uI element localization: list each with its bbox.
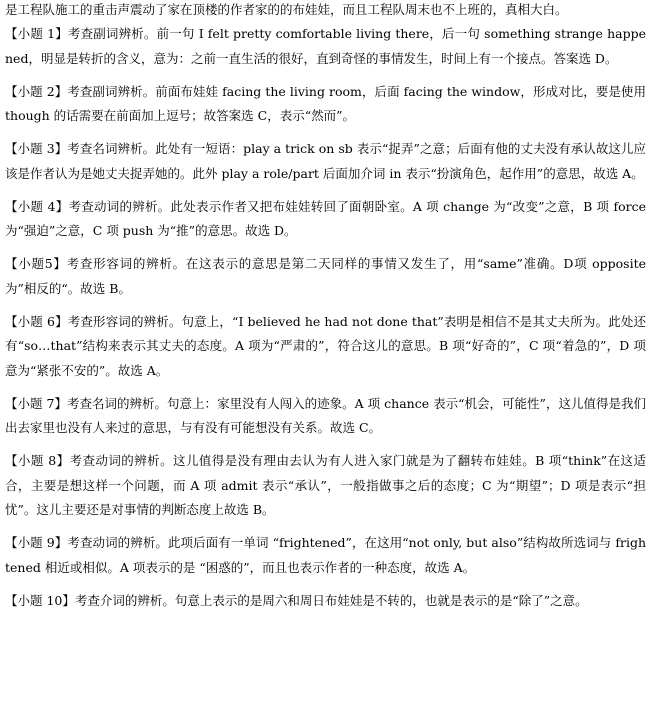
lead-sentence: 是工程队施工的重击声震动了家在顶楼的作者家的的布娃娃，而且工程队周末也不上班的，真相大白。: [5, 2, 568, 17]
explanation-q3: 【小题 3】考查名词辨析。此处有一短语：play a trick on sb 表示“捉弄”之意；后面有他的丈夫没有承认故这儿应该是作者认为是她丈夫捉弄她的。此外 play a role/part 后面加介词 in 表示“扮演角色，起作用”的意思，故选 A。: [5, 141, 646, 181]
explanation-q10: 【小题 10】考查介词的辨析。句意上表示的是周六和周日布娃娃是不转的，也就是表示的是“除了”之意。: [5, 592, 588, 608]
explanation-q5: 【小题5】考查形容词的辨析。在这表示的意思是第二天同样的事情又发生了，用“same”准确。D项 opposite 为”相反的“。故选 B。: [5, 256, 646, 296]
explanation-q9: 【小题 9】考查动词的辨析。此项后面有一单词 “frightened”，在这用“not only, but also”结构故所选词与 frightened 相近或相似。A 项表示的是 “困惑的”，而且也表示作者的一种态度，故选 A。: [5, 535, 646, 575]
explanation-q2: 【小题 2】考查副词辨析。前面布娃娃 facing the living room，后面 facing the window，形成对比，要是使用 though 的话需要在前面加上逗号；故答案选 C，表示“然而”。: [5, 83, 646, 123]
explanation-q6: 【小题 6】考查形容词的辨析。句意上，“I believed he had not done that”表明是相信不是其丈夫所为。此处还有“so…that”结构来表示其丈夫的态度。A 项为“严肃的”，符合这儿的意思。B 项“好奇的”，C 项“着急的”，D 项意为“紧张不安的”。故选 A。: [5, 313, 646, 378]
explanation-q8: 【小题 8】考查动词的辨析。这儿值得是没有理由去认为有人进入家门就是为了翻转布娃娃。B 项“think”在这适合，主要是想这样一个问题，而 A 项 admit 表示“承认”，一般指做事之后的态度；C 为“期望”；D 项是表示“担忧”。这儿主要还是对事情的判断态度上故选 B。: [5, 453, 646, 517]
explanation-q1: 【小题 1】考查副词辨析。前一句 I felt pretty comfortable living there，后一句 something strange happened，明显是转折的含义，意为：之前一直生活的很好，直到奇怪的事情发生，时间上有一个接点。答案选 D。: [5, 26, 646, 66]
explanation-q7: 【小题 7】考查名词的辨析。句意上：家里没有人闯入的迹象。A 项 chance 表示“机会，可能性”，这儿值得是我们出去家里也没有人来过的意思，与有没有可能想没有关系。故选 C。: [5, 395, 646, 435]
explanation-q4: 【小题 4】考查动词的辨析。此处表示作者又把布娃娃转回了面朝卧室。A 项 change 为“改变”之意，B 项 force 为“强迫”之意，C 项 push 为“推”的意思。故选 D。: [5, 198, 646, 238]
